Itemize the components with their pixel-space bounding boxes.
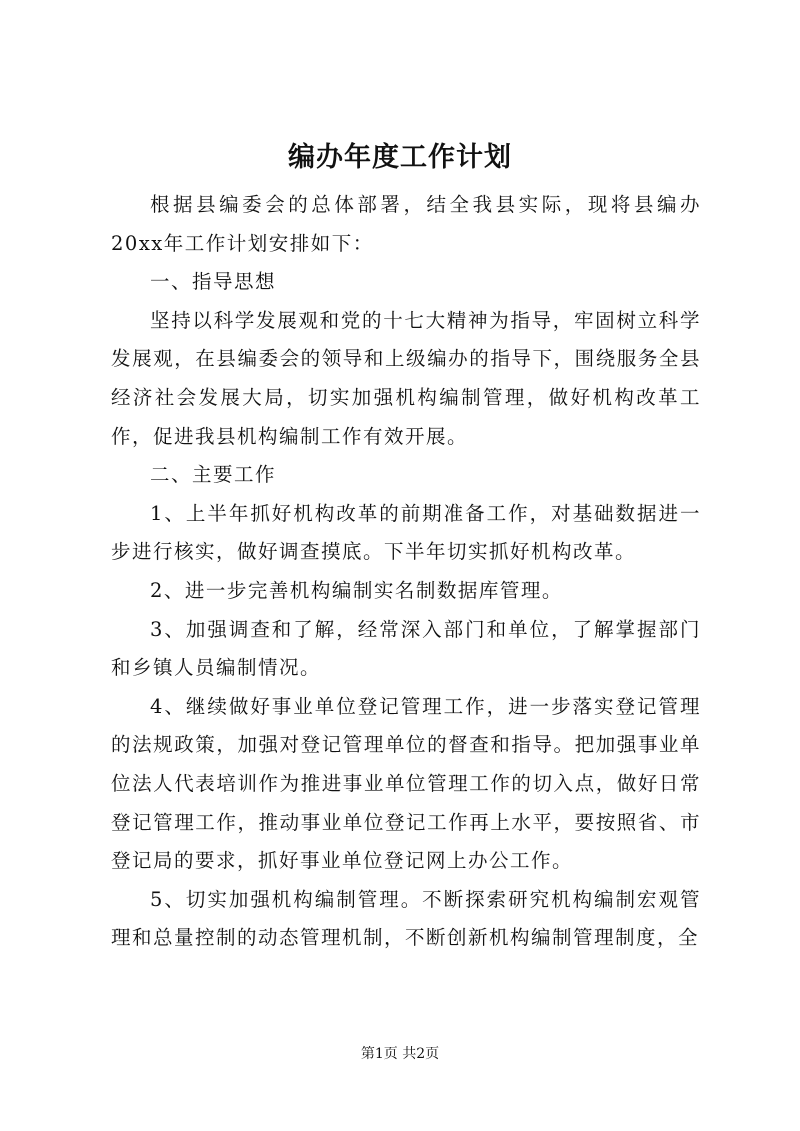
document-title: 编办年度工作计划 [288, 142, 512, 173]
section-heading-main-work: 二、主要工作 [150, 463, 277, 487]
work-item-2: 2、进一步完善机构编制实名制数据库管理。 [150, 578, 563, 602]
work-item-5: 5、切实加强机构编制管理。不断探索研究机构编制宏观管理和总量控制的动态管理机制，不断创新机构编制管理制度，全 [111, 887, 701, 950]
intro-paragraph: 根据县编委会的总体部署，结全我县实际，现将县编办20xx年工作计划安排如下： [111, 193, 701, 255]
document-body [111, 186, 701, 958]
guiding-ideology-paragraph: 坚持以科学发展观和党的十七大精神为指导，牢固树立科学发展观，在县编委会的领导和上级编办的指导下，围绕服务全县经济社会发展大局，切实加强机构编制管理，做好机构改革工作，促进我县机构编制工作有效开展。 [111, 308, 701, 448]
work-item-3: 3、加强调查和了解，经常深入部门和单位，了解掌握部门和乡镇人员编制情况。 [111, 617, 701, 680]
work-item-4: 4、继续做好事业单位登记管理工作，进一步落实登记管理的法规政策，加强对登记管理单位的督查和指导。把加强事业单位法人代表培训作为推进事业单位管理工作的切入点，做好日常登记管理工作，推动事业单位登记工作再上水平，要按照省、市登记局的要求，抓好事业单位登记网上办公工作。 [111, 694, 701, 873]
work-item-1: 1、上半年抓好机构改革的前期准备工作，对基础数据进一步进行核实，做好调查摸底。下半年切实抓好机构改革。 [111, 501, 701, 564]
section-heading-guiding-ideology: 一、指导思想 [150, 270, 277, 294]
page-footer: 第1页 共2页 [360, 1046, 440, 1062]
